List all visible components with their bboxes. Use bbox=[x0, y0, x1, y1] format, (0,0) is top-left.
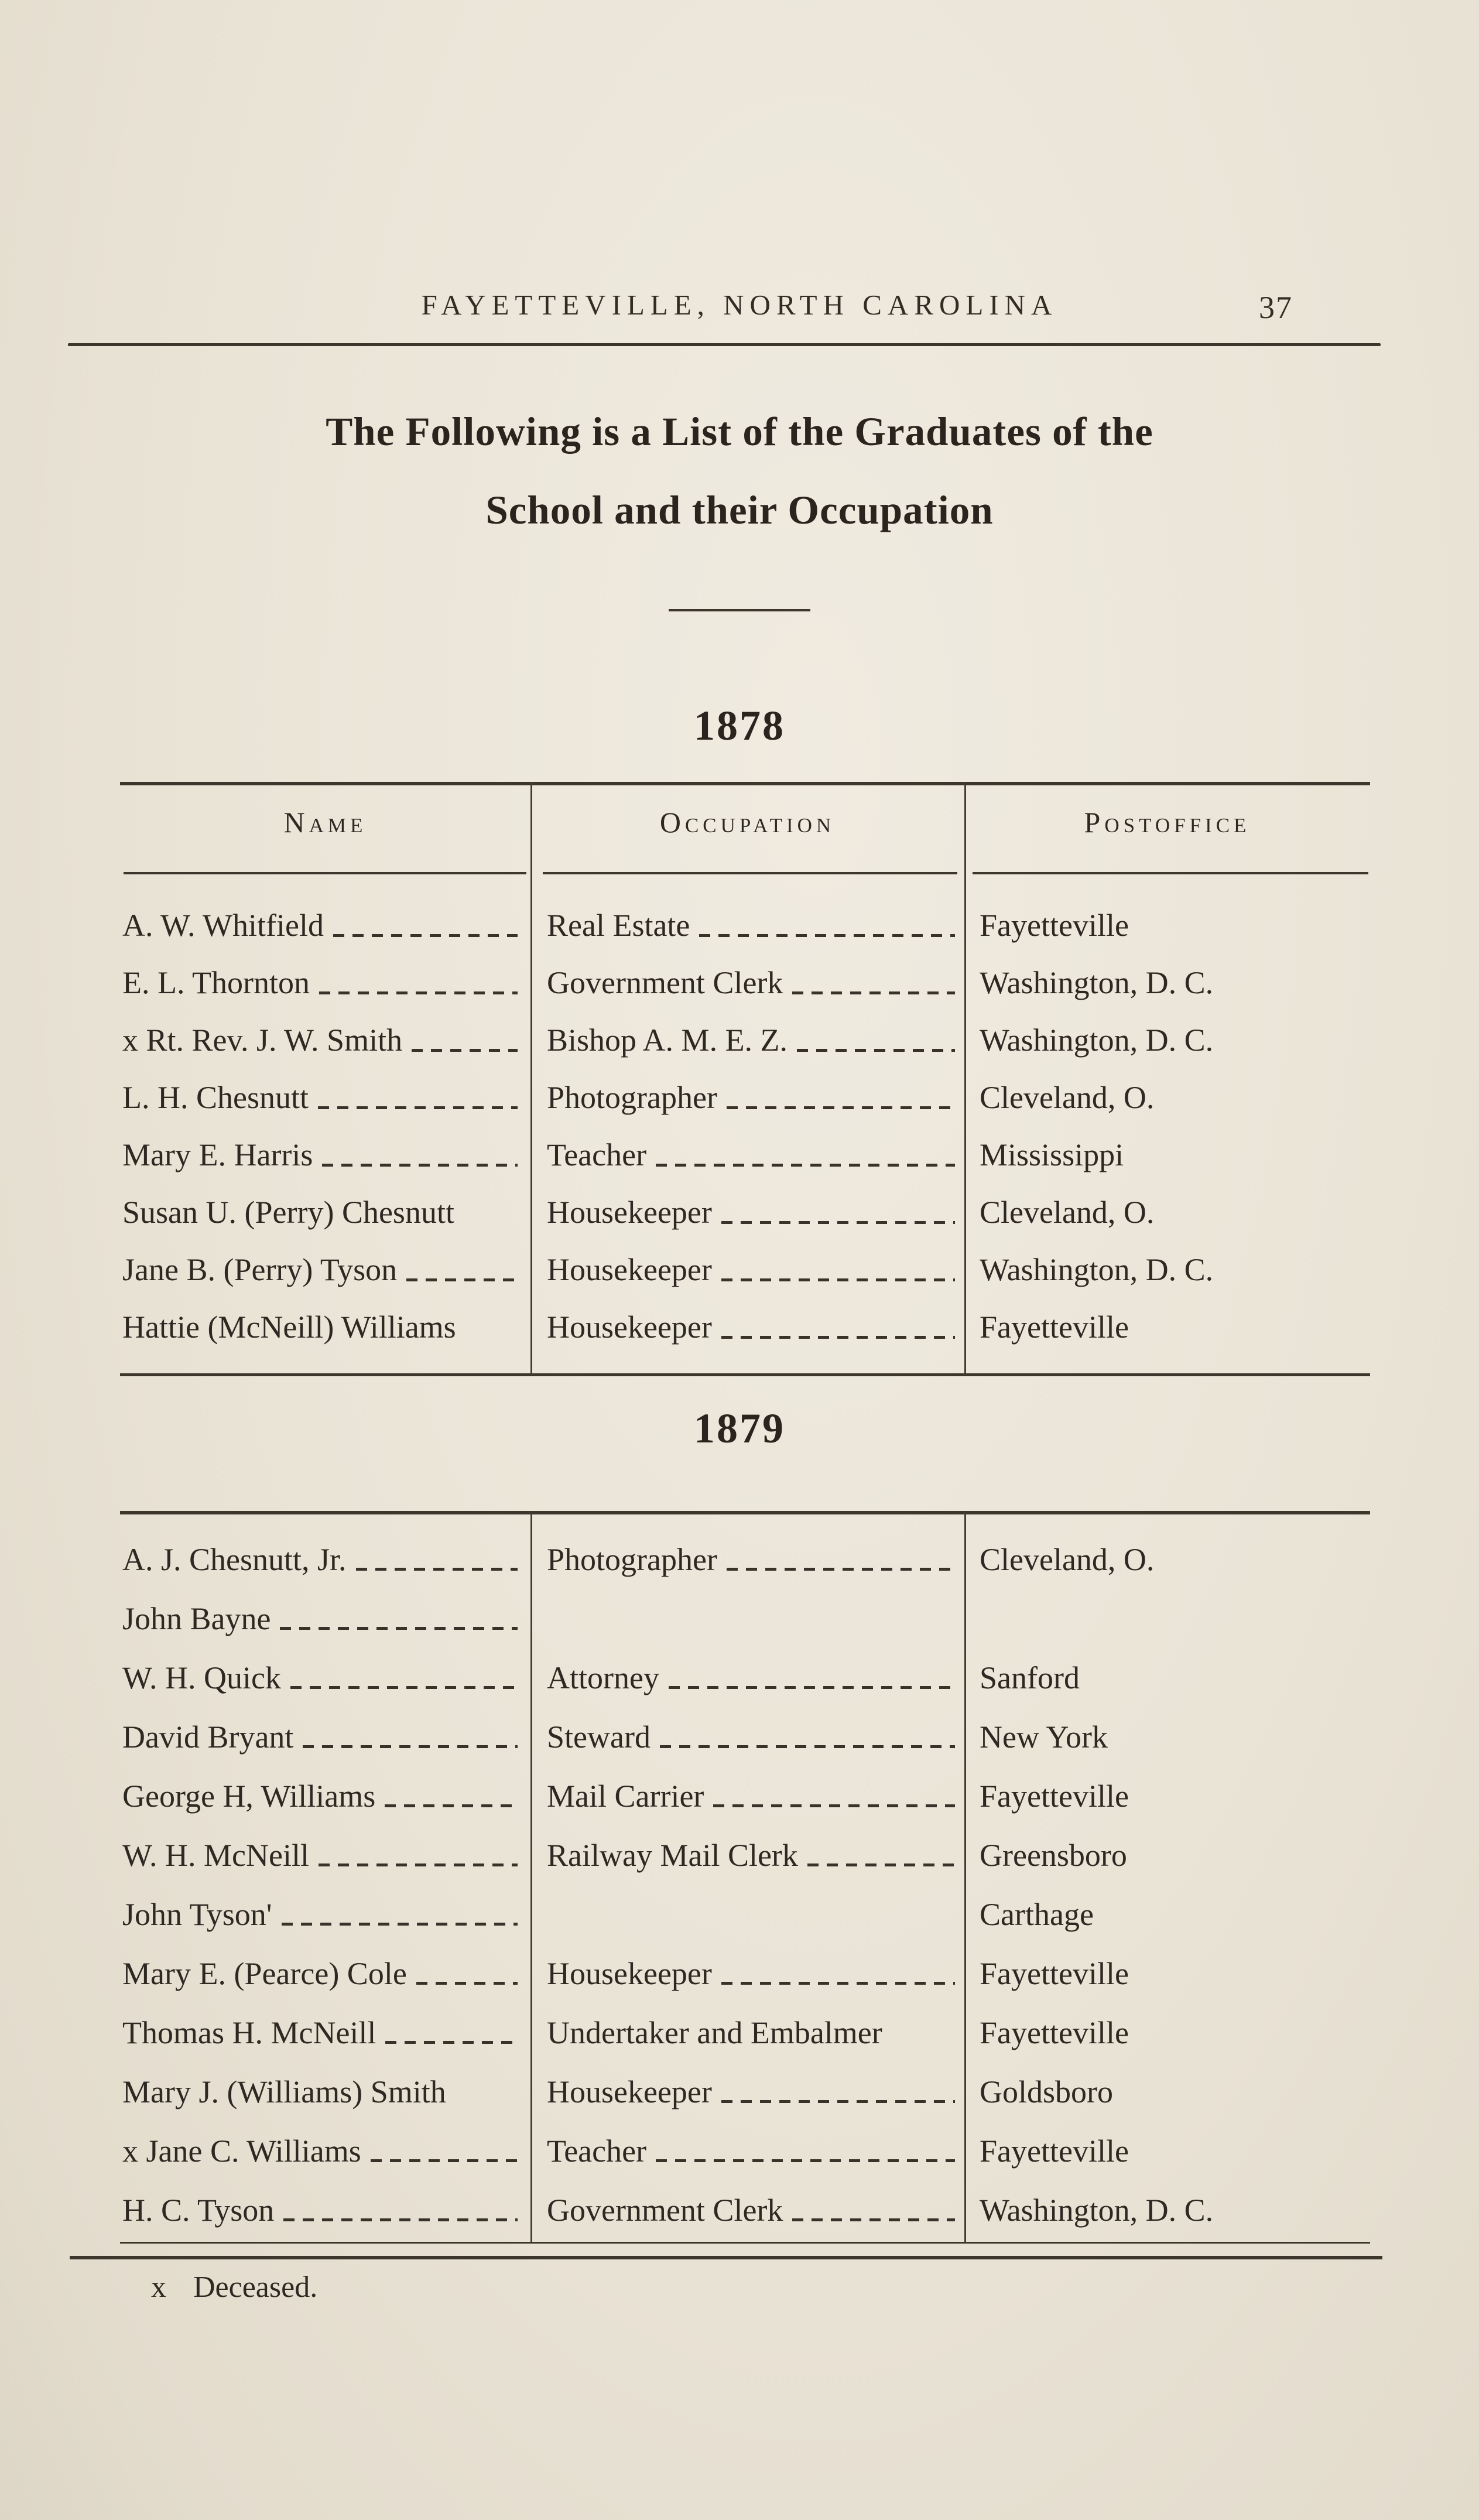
table-row bbox=[120, 2121, 1370, 2180]
postoffice-cell bbox=[964, 1837, 1370, 1873]
graduates-table-1879 bbox=[120, 1511, 1370, 2266]
graduate-name: Mary E. Harris bbox=[122, 1137, 313, 1172]
occupation-cell bbox=[530, 1913, 964, 1916]
graduate-postoffice: Fayetteville bbox=[980, 1778, 1129, 1814]
graduate-postoffice: Carthage bbox=[980, 1896, 1094, 1932]
graduate-postoffice: Sanford bbox=[980, 1660, 1080, 1695]
graduate-name: Hattie (McNeill) Williams bbox=[122, 1309, 456, 1345]
postoffice-cell bbox=[964, 1252, 1370, 1288]
occupation-cell bbox=[530, 1778, 964, 1814]
dotted-leader bbox=[721, 2100, 955, 2103]
graduate-postoffice: Washington, D. C. bbox=[980, 1023, 1214, 1058]
dotted-leader bbox=[792, 2218, 955, 2221]
name-cell bbox=[120, 1022, 530, 1058]
graduate-postoffice: Washington, D. C. bbox=[980, 965, 1214, 1000]
postoffice-cell bbox=[964, 1137, 1370, 1173]
occupation-cell bbox=[530, 1022, 964, 1058]
graduate-occupation: Real Estate bbox=[547, 908, 690, 943]
occupation-cell bbox=[530, 1660, 964, 1696]
graduate-occupation: Housekeeper bbox=[547, 1252, 712, 1287]
graduate-name: George H, Williams bbox=[122, 1778, 376, 1814]
table-row bbox=[120, 1589, 1370, 1648]
graduate-postoffice: Fayetteville bbox=[980, 1309, 1129, 1345]
dotted-leader bbox=[727, 1568, 955, 1571]
graduate-occupation: Government Clerk bbox=[547, 965, 783, 1000]
dotted-leader bbox=[713, 1804, 955, 1807]
postoffice-cell bbox=[964, 1309, 1370, 1345]
table-row bbox=[120, 1126, 1370, 1184]
postoffice-cell bbox=[964, 1896, 1370, 1933]
dotted-leader bbox=[356, 1568, 518, 1571]
graduate-postoffice: Greensboro bbox=[980, 1837, 1127, 1873]
dotted-leader bbox=[721, 1221, 955, 1224]
graduates-table-1878 bbox=[120, 782, 1370, 1379]
dotted-leader bbox=[303, 1745, 518, 1748]
name-cell bbox=[120, 2015, 530, 2051]
dotted-leader bbox=[412, 1049, 518, 1052]
graduate-name: A. W. Whitfield bbox=[122, 908, 324, 943]
dotted-leader bbox=[385, 1804, 518, 1807]
name-cell bbox=[120, 1541, 530, 1578]
dotted-leader bbox=[669, 1686, 955, 1689]
occupation-cell bbox=[530, 2015, 964, 2051]
graduate-name: John Bayne bbox=[122, 1601, 271, 1636]
postoffice-cell bbox=[964, 1617, 1370, 1620]
name-cell bbox=[120, 1837, 530, 1873]
postoffice-cell bbox=[964, 1022, 1370, 1058]
table-top-rule bbox=[120, 1511, 1370, 1514]
table-bottom-rule-thick bbox=[70, 2256, 1382, 2259]
occupation-cell bbox=[530, 1541, 964, 1578]
name-cell bbox=[120, 1955, 530, 1992]
table-row bbox=[120, 1648, 1370, 1707]
dotted-leader bbox=[660, 1745, 955, 1748]
graduate-name: Mary J. (Williams) Smith bbox=[122, 2074, 446, 2109]
occupation-cell bbox=[530, 1955, 964, 1992]
head-rule bbox=[68, 343, 1381, 346]
table-row bbox=[120, 1184, 1370, 1241]
table-bottom-rule-thin bbox=[120, 2242, 1370, 2244]
page-title-line-1: The Following is a List of the Graduates of the bbox=[326, 409, 1153, 454]
table-row bbox=[120, 1707, 1370, 1766]
page-title-line-2: School and their Occupation bbox=[485, 488, 994, 532]
graduate-name: W. H. Quick bbox=[122, 1660, 281, 1695]
graduate-occupation: Railway Mail Clerk bbox=[547, 1837, 798, 1873]
graduate-name: Susan U. (Perry) Chesnutt bbox=[122, 1195, 454, 1230]
dotted-leader bbox=[699, 934, 955, 937]
postoffice-cell bbox=[964, 1541, 1370, 1578]
graduate-name: x Rt. Rev. J. W. Smith bbox=[122, 1023, 403, 1058]
occupation-cell bbox=[530, 1194, 964, 1230]
name-cell bbox=[120, 1719, 530, 1755]
graduate-occupation: Teacher bbox=[547, 1137, 647, 1172]
graduate-occupation: Mail Carrier bbox=[547, 1778, 704, 1814]
dotted-leader bbox=[322, 1164, 518, 1167]
column-header-occupation: Occupation bbox=[659, 806, 836, 839]
table-row bbox=[120, 2003, 1370, 2062]
name-cell bbox=[120, 1660, 530, 1696]
occupation-cell bbox=[530, 2074, 964, 2110]
name-cell bbox=[120, 907, 530, 943]
table-row bbox=[120, 954, 1370, 1011]
dotted-leader bbox=[319, 991, 518, 994]
graduate-name: David Bryant bbox=[122, 1719, 294, 1755]
name-cell bbox=[120, 1778, 530, 1814]
dotted-leader bbox=[721, 1982, 955, 1985]
table-row bbox=[120, 1298, 1370, 1356]
header-underline bbox=[124, 872, 526, 874]
dotted-leader bbox=[797, 1049, 955, 1052]
table-row bbox=[120, 2062, 1370, 2121]
table-top-rule bbox=[120, 782, 1370, 785]
graduate-occupation: Photographer bbox=[547, 1541, 717, 1577]
dotted-leader bbox=[283, 2218, 518, 2221]
table-row bbox=[120, 897, 1370, 954]
graduate-occupation: Housekeeper bbox=[547, 1195, 712, 1230]
graduate-occupation: Housekeeper bbox=[547, 1955, 712, 1991]
table-rows bbox=[120, 897, 1370, 1356]
section-year-1878: 1878 bbox=[694, 702, 785, 749]
dotted-leader bbox=[416, 1982, 518, 1985]
graduate-postoffice: Fayetteville bbox=[980, 1955, 1129, 1991]
table-header-row bbox=[120, 805, 1370, 839]
name-cell bbox=[120, 2074, 530, 2110]
occupation-cell bbox=[530, 907, 964, 943]
table-row bbox=[120, 1766, 1370, 1825]
postoffice-cell bbox=[964, 907, 1370, 943]
dotted-leader bbox=[727, 1106, 955, 1109]
graduate-name: W. H. McNeill bbox=[122, 1837, 309, 1873]
occupation-cell bbox=[530, 1837, 964, 1873]
graduate-name: x Jane C. Williams bbox=[122, 2133, 361, 2169]
dotted-leader bbox=[656, 2159, 955, 2162]
postoffice-cell bbox=[964, 1079, 1370, 1116]
name-cell bbox=[120, 1601, 530, 1637]
graduate-name: A. J. Chesnutt, Jr. bbox=[122, 1541, 347, 1577]
occupation-cell bbox=[530, 2133, 964, 2169]
postoffice-cell bbox=[964, 2015, 1370, 2051]
graduate-postoffice: Fayetteville bbox=[980, 908, 1129, 943]
table-row bbox=[120, 1825, 1370, 1885]
name-cell bbox=[120, 1194, 530, 1230]
graduate-occupation: Undertaker and Embalmer bbox=[547, 2015, 882, 2050]
graduate-name: Thomas H. McNeill bbox=[122, 2015, 376, 2050]
postoffice-cell bbox=[964, 2192, 1370, 2228]
column-header-name: Name bbox=[283, 806, 367, 839]
graduate-name: H. C. Tyson bbox=[122, 2192, 275, 2228]
graduate-postoffice: Cleveland, O. bbox=[980, 1195, 1155, 1230]
header-underline bbox=[543, 872, 957, 874]
name-cell bbox=[120, 2192, 530, 2228]
occupation-cell bbox=[530, 1079, 964, 1116]
graduate-postoffice: Goldsboro bbox=[980, 2074, 1113, 2109]
dotted-leader bbox=[406, 1278, 518, 1281]
name-cell bbox=[120, 1137, 530, 1173]
postoffice-cell bbox=[964, 2133, 1370, 2169]
table-row bbox=[120, 1530, 1370, 1589]
running-head bbox=[0, 288, 1479, 322]
graduate-occupation: Housekeeper bbox=[547, 2074, 712, 2109]
graduate-name: John Tyson' bbox=[122, 1896, 272, 1932]
page-number: 37 bbox=[1259, 290, 1293, 325]
column-header-postoffice: Postoffice bbox=[1084, 806, 1251, 839]
postoffice-cell bbox=[964, 1955, 1370, 1992]
postoffice-cell bbox=[964, 965, 1370, 1001]
dotted-leader bbox=[282, 1923, 518, 1926]
graduate-name: L. H. Chesnutt bbox=[122, 1080, 309, 1115]
graduate-occupation: Photographer bbox=[547, 1080, 717, 1115]
occupation-cell bbox=[530, 1137, 964, 1173]
dotted-leader bbox=[807, 1863, 955, 1866]
graduate-name: Jane B. (Perry) Tyson bbox=[122, 1252, 398, 1287]
running-head-text: FAYETTEVILLE, NORTH CAROLINA bbox=[421, 289, 1058, 321]
table-rows bbox=[120, 1530, 1370, 2239]
graduate-occupation: Steward bbox=[547, 1719, 651, 1755]
name-cell bbox=[120, 1252, 530, 1288]
postoffice-cell bbox=[964, 1660, 1370, 1696]
title-rule bbox=[669, 609, 810, 611]
graduate-postoffice: Washington, D. C. bbox=[980, 1252, 1214, 1287]
graduate-postoffice: New York bbox=[980, 1719, 1108, 1755]
footnote-marker: x bbox=[151, 2271, 166, 2304]
occupation-cell bbox=[530, 2192, 964, 2228]
graduate-postoffice: Cleveland, O. bbox=[980, 1541, 1155, 1577]
dotted-leader bbox=[721, 1336, 955, 1339]
graduate-name: Mary E. (Pearce) Cole bbox=[122, 1955, 407, 1991]
postoffice-cell bbox=[964, 1194, 1370, 1230]
table-row bbox=[120, 2180, 1370, 2239]
dotted-leader bbox=[721, 1278, 955, 1281]
dotted-leader bbox=[333, 934, 518, 937]
table-row bbox=[120, 1069, 1370, 1126]
dotted-leader bbox=[385, 2041, 518, 2044]
graduate-occupation: Government Clerk bbox=[547, 2192, 783, 2228]
dotted-leader bbox=[792, 991, 955, 994]
header-underline bbox=[973, 872, 1368, 874]
postoffice-cell bbox=[964, 1719, 1370, 1755]
table-row bbox=[120, 1011, 1370, 1069]
footnote bbox=[151, 2270, 317, 2304]
occupation-cell bbox=[530, 1309, 964, 1345]
graduate-occupation: Attorney bbox=[547, 1660, 659, 1695]
graduate-name: E. L. Thornton bbox=[122, 965, 310, 1000]
postoffice-cell bbox=[964, 1778, 1370, 1814]
table-bottom-rule bbox=[120, 1373, 1370, 1376]
graduate-postoffice: Mississippi bbox=[980, 1137, 1124, 1172]
dotted-leader bbox=[290, 1686, 518, 1689]
name-cell bbox=[120, 1079, 530, 1116]
table-row bbox=[120, 1944, 1370, 2003]
occupation-cell bbox=[530, 1719, 964, 1755]
postoffice-cell bbox=[964, 2074, 1370, 2110]
section-year-1879: 1879 bbox=[694, 1405, 785, 1452]
dotted-leader bbox=[371, 2159, 518, 2162]
name-cell bbox=[120, 2133, 530, 2169]
name-cell bbox=[120, 1896, 530, 1933]
name-cell bbox=[120, 1309, 530, 1345]
graduate-occupation: Teacher bbox=[547, 2133, 647, 2169]
graduate-occupation: Bishop A. M. E. Z. bbox=[547, 1023, 788, 1058]
table-row bbox=[120, 1885, 1370, 1944]
graduate-postoffice: Cleveland, O. bbox=[980, 1080, 1155, 1115]
graduate-postoffice: Fayetteville bbox=[980, 2015, 1129, 2050]
graduate-occupation: Housekeeper bbox=[547, 1309, 712, 1345]
graduate-postoffice: Fayetteville bbox=[980, 2133, 1129, 2169]
name-cell bbox=[120, 965, 530, 1001]
occupation-cell bbox=[530, 1617, 964, 1620]
dotted-leader bbox=[318, 1106, 518, 1109]
occupation-cell bbox=[530, 965, 964, 1001]
graduate-postoffice: Washington, D. C. bbox=[980, 2192, 1214, 2228]
footnote-text: Deceased. bbox=[193, 2271, 318, 2304]
table-row bbox=[120, 1241, 1370, 1298]
dotted-leader bbox=[280, 1627, 518, 1630]
dotted-leader bbox=[656, 1164, 955, 1167]
dotted-leader bbox=[319, 1863, 518, 1866]
occupation-cell bbox=[530, 1252, 964, 1288]
